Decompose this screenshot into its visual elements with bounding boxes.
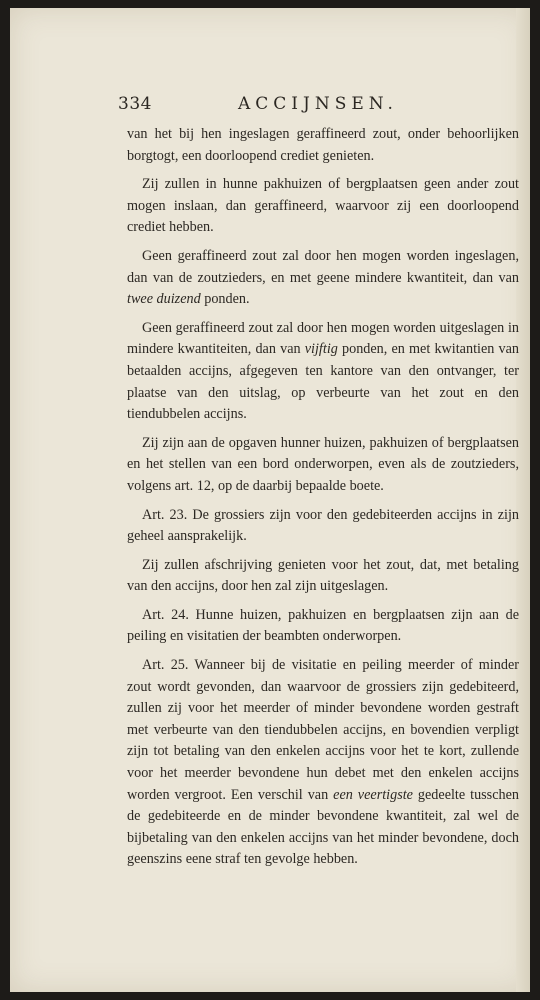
paragraph-text: Zij zijn aan de opgaven hunner huizen, pakhuizen of bergplaatsen en het stellen van een bord onderworpen, even als de zoutzieders, volgens art. 12, op de daarbij bepaalde boete. — [127, 434, 519, 494]
paragraph-text: ponden. — [200, 291, 250, 308]
paragraph-text: Art. 24. Hunne huizen, pakhuizen en bergplaatsen zijn aan de peiling en visitatien der beambten onderworpen. — [127, 606, 519, 645]
paragraph-text: Geen geraffineerd zout zal door hen mogen worden ingeslagen, dan van de zoutzieders, en met geene mindere kwantiteit, dan van — [127, 247, 519, 286]
page-number: 334 — [118, 94, 152, 114]
paragraph-text: ponden, en met kwitantien van betaalden accijns, afgegeven ten kantore van den ontvanger, ter plaatse van den uitslag, op verbeurte van het zout en den tiendubbelen accijns. — [127, 341, 519, 423]
page-header — [118, 94, 508, 116]
paragraph-text: gedeelte tusschen de gedebiteerde en de minder bevondene kwantiteit, zal wel de bijbetaling van den enkelen accijns van het minder bevondene, doch geenszins eene straf ten gevolge hebben. — [127, 786, 519, 868]
article-paragraph — [127, 655, 519, 871]
italic-emphasis: vijftig — [304, 341, 338, 358]
book-page — [10, 8, 530, 992]
running-head: ACCIJNSEN. — [238, 94, 398, 114]
paragraph-text: Zij zullen afschrijving genieten voor het zout, dat, met betaling van den accijns, door hen zal zijn uitgeslagen. — [127, 556, 519, 595]
paragraph-text: Geen geraffineerd zout zal door hen mogen worden uitgeslagen in mindere kwantiteiten, dan van — [127, 319, 519, 358]
italic-emphasis: een veertigste — [333, 786, 413, 803]
paragraph-text: Zij zullen in hunne pakhuizen of bergplaatsen geen ander zout mogen inslaan, dan geraffineerd, waarvoor zij een doorloopend crediet hebben. — [127, 176, 519, 236]
paragraph — [127, 318, 519, 426]
paragraph-text: Art. 23. De grossiers zijn voor den gedebiteerden accijns in zijn geheel aansprakelijk. — [127, 506, 519, 545]
paragraph — [127, 555, 519, 598]
paragraph-text: van het bij hen ingeslagen geraffineerd zout, onder behoorlijken borgtogt, een doorloopend crediet genieten. — [127, 126, 519, 164]
paragraph — [127, 433, 519, 498]
italic-emphasis: twee duizend — [127, 291, 201, 308]
paragraph — [127, 174, 519, 239]
paragraph — [127, 124, 519, 167]
body-text — [127, 124, 519, 871]
article-paragraph — [127, 505, 519, 548]
paragraph — [127, 246, 519, 311]
article-paragraph — [127, 605, 519, 648]
paragraph-text: Art. 25. Wanneer bij de visitatie en peiling meerder of minder zout wordt gevonden, dan waarvoor de grossiers zijn gedebiteerd, zullen zij voor het meerder of minder bevondene worden gestraft met verbeurte van den tiendubbelen accijns, en bovendien verpligt zijn tot betaling van den enkelen accijns voor het te kort, zullende voor het meerder bevondene hun debet met den enkelen accijns worden vergroot. Een verschil van — [127, 657, 519, 803]
